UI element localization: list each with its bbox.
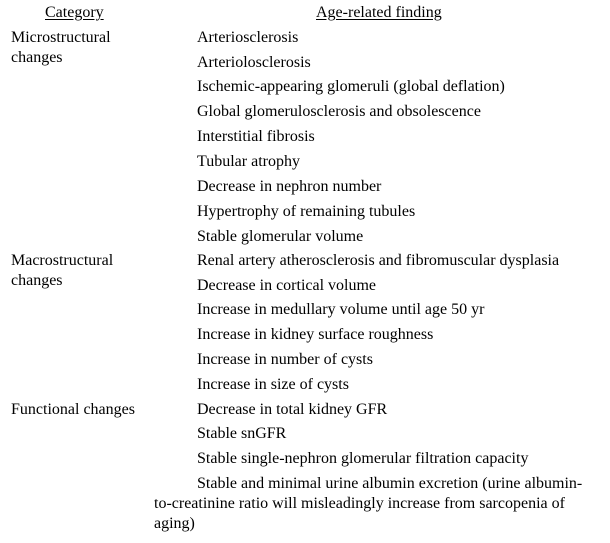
finding-row: Hypertrophy of remaining tubules [197, 203, 416, 220]
finding-row: Tubular atrophy [197, 153, 300, 170]
finding-row: Decrease in cortical volume [197, 277, 377, 294]
finding-row: Increase in number of cysts [197, 351, 373, 368]
finding-row: Stable glomerular volume [197, 228, 364, 245]
finding-row: Global glomerulosclerosis and obsolescence [197, 103, 481, 120]
category-macrostructural: Macrostructural changes [11, 252, 114, 289]
header-category: Category [45, 4, 104, 21]
category-microstructural: Microstructural changes [11, 29, 111, 66]
finding-row: Arteriolosclerosis [197, 54, 311, 71]
finding-row: Interstitial fibrosis [197, 128, 315, 145]
finding-row: Stable and minimal urine albumin excretion (urine albumin-to-creatinine ratio will misleadingly increase from sarcopenia of aging) [154, 475, 583, 532]
finding-row: Stable snGFR [197, 425, 287, 442]
finding-row: Ischemic-appearing glomeruli (global deflation) [197, 78, 505, 95]
finding-row: Stable single-nephron glomerular filtration capacity [197, 450, 529, 467]
finding-row: Decrease in total kidney GFR [197, 401, 388, 418]
finding-row: Arteriosclerosis [197, 29, 299, 46]
finding-row: Decrease in nephron number [197, 178, 382, 195]
finding-row: Increase in kidney surface roughness [197, 326, 434, 343]
header-finding: Age-related finding [316, 4, 442, 21]
category-functional: Functional changes [11, 401, 135, 418]
finding-row: Renal artery atherosclerosis and fibromuscular dysplasia [197, 252, 560, 269]
finding-row: Increase in medullary volume until age 50 yr [197, 301, 485, 318]
finding-row: Increase in size of cysts [197, 376, 349, 393]
finding-row-wrapped [154, 474, 584, 534]
